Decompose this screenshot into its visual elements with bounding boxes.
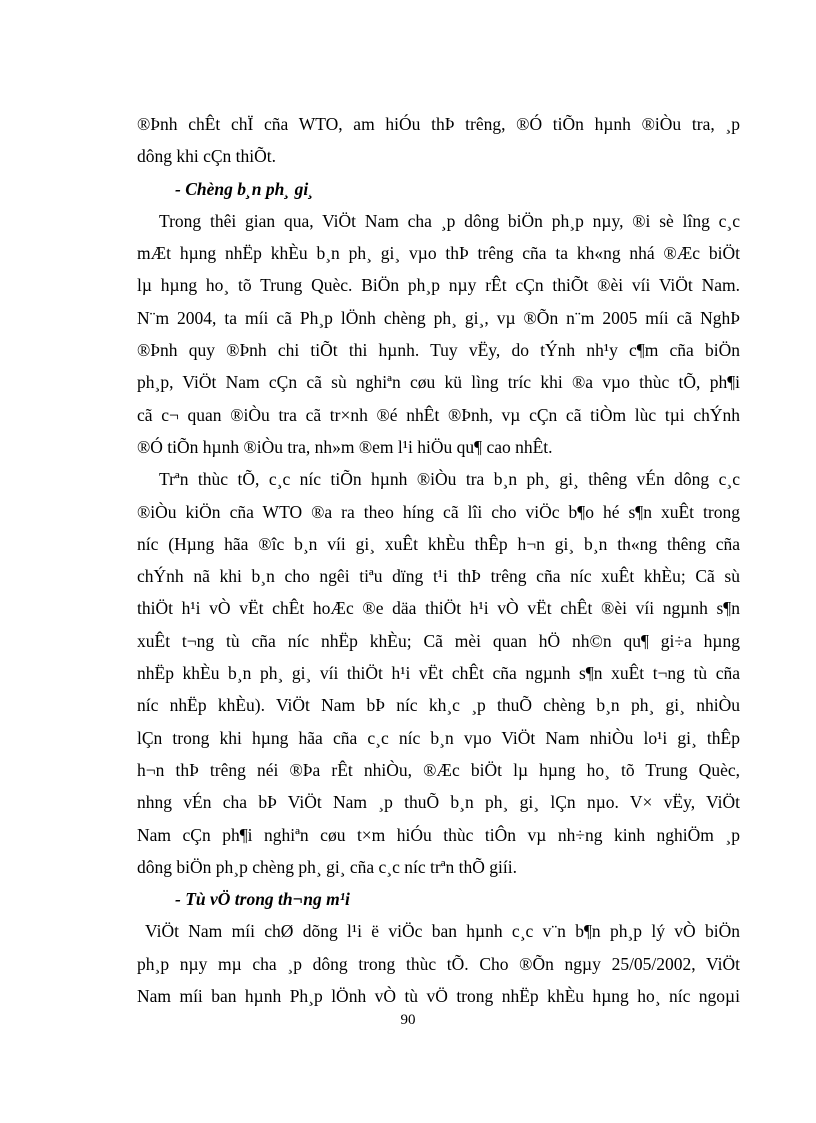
text-line: Nam míi ban hµnh Ph¸p lÖnh vÒ tù vÖ trong nhËp khÈu hµng ho¸ níc ngoµi <box>137 986 740 1007</box>
text-line: Nam cÇn ph¶i nghiªn cøu t×m hiÓu thùc tiÔn vµ nh÷ng kinh nghiÖm ¸p <box>137 824 740 845</box>
text-line: chÝnh nã khi b¸n cho ngêi tiªu dïng t¹i thÞ trêng cña níc xuÊt khÈu; Cã sù <box>137 566 740 587</box>
text-line: lÇn trong khi hµng hãa cña c¸c níc b¸n vµo ViÖt Nam nhiÒu lo¹i gi¸ thÊp <box>137 727 740 748</box>
text-line: N¨m 2004, ta míi cã Ph¸p lÖnh chèng ph¸ gi¸, vµ ®Õn n¨m 2005 míi cã NghÞ <box>137 307 740 328</box>
page-number: 90 <box>400 1012 416 1028</box>
text-line: Trong thêi gian qua, ViÖt Nam cha ¸p dông biÖn ph¸p nµy, ®i sè lîng c¸c <box>159 210 740 231</box>
text-line: ph¸p, ViÖt Nam cÇn cã sù nghiªn cøu kü lìng tríc khi ®a vµo thùc tÕ, ph¶i <box>137 372 740 393</box>
text-line: xuÊt t¬ng tù cña níc nhËp khÈu; Cã mèi quan hÖ nh©n qu¶ gi÷a hµng <box>137 630 740 651</box>
text-line: ®Ó tiÕn hµnh ®iÒu tra, nh»m ®em l¹i hiÖu qu¶ cao nhÊt. <box>137 436 553 457</box>
text-line: nhng vÉn cha bÞ ViÖt Nam ¸p thuÕ b¸n ph¸ gi¸ lÇn nµo. V× vËy, ViÖt <box>137 792 740 813</box>
text-line: ViÖt Nam míi chØ dõng l¹i ë viÖc ban hµnh c¸c v¨n b¶n ph¸p lý vÒ biÖn <box>145 921 740 942</box>
text-line: Trªn thùc tÕ, c¸c níc tiÕn hµnh ®iÒu tra b¸n ph¸ gi¸ thêng vÉn dông c¸c <box>159 469 740 490</box>
text-line: ®Þnh quy ®Þnh chi tiÕt thi hµnh. Tuy vËy, do tÝnh nh¹y c¶m cña biÖn <box>137 340 740 361</box>
section-heading: - Chèng b¸n ph¸ gi¸ <box>175 178 315 199</box>
text-line: ph¸p nµy mµ cha ¸p dông trong thùc tÕ. Cho ®Õn ngµy 25/05/2002, ViÖt <box>137 953 740 974</box>
text-line: dông khi cÇn thiÕt. <box>137 146 277 167</box>
text-line: dông biÖn ph¸p chèng ph¸ gi¸ cña c¸c níc trªn thÕ giíi. <box>137 856 518 877</box>
section-heading: - Tù vÖ trong th¬ng m¹i <box>175 889 350 910</box>
text-line: níc nhËp khÈu). ViÖt Nam bÞ níc kh¸c ¸p thuÕ chèng b¸n ph¸ gi¸ nhiÒu <box>137 695 740 716</box>
text-line: mÆt hµng nhËp khÈu b¸n ph¸ gi¸ vµo thÞ trêng cña ta kh«ng nhá ®Æc biÖt <box>137 243 740 264</box>
body-text <box>137 108 740 1012</box>
text-line: nhËp khÈu b¸n ph¸ gi¸ víi thiÖt h¹i vËt chÊt cña ngµnh s¶n xuÊt t¬ng tù cña <box>137 663 740 684</box>
text-line: lµ hµng ho¸ tõ Trung Quèc. BiÖn ph¸p nµy rÊt cÇn thiÕt ®èi víi ViÖt Nam. <box>137 275 740 296</box>
text-line: h¬n thÞ trêng néi ®Þa rÊt nhiÒu, ®Æc biÖt lµ hµng ho¸ tõ Trung Quèc, <box>137 759 740 780</box>
text-line: ®Þnh chÊt chÏ cña WTO, am hiÓu thÞ trêng, ®Ó tiÕn hµnh ®iÒu tra, ¸p <box>137 114 740 134</box>
text-line: cã c¬ quan ®iÒu tra cã tr×nh ®é nhÊt ®Þnh, vµ cÇn cã tiÒm lùc tµi chÝnh <box>137 404 740 425</box>
text-line: thiÖt h¹i vÒ vËt chÊt hoÆc ®e däa thiÖt h¹i vÒ vËt chÊt ®èi víi ngµnh s¶n <box>137 598 740 619</box>
text-line: níc (Hµng hãa ®îc b¸n víi gi¸ xuÊt khÈu thÊp h¬n gi¸ b¸n th«ng thêng cña <box>137 533 740 554</box>
text-line: ®iÒu kiÖn cña WTO ®a ra theo híng cã lîi cho viÖc b¶o hé s¶n xuÊt trong <box>137 501 740 522</box>
